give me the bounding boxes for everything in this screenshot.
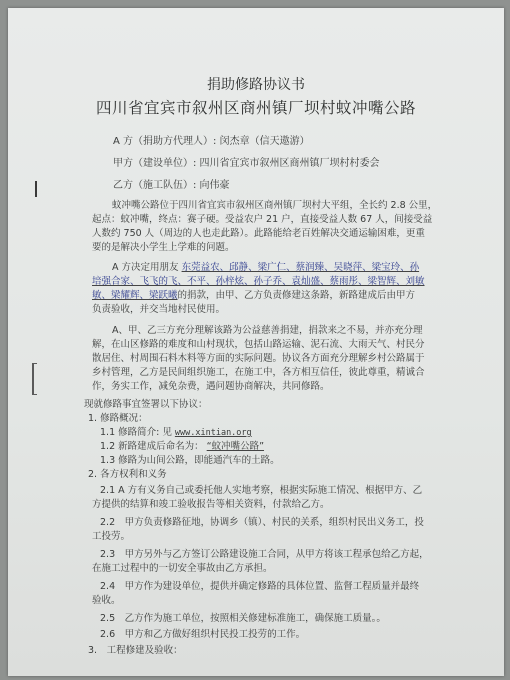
para2-line1 bbox=[112, 262, 419, 274]
clause-2-3-b: 在施工过程中的一切安全事故由乙方承担。 bbox=[92, 563, 273, 574]
para3-line5: 作，务实工作，减免杂费，遇问题协商解决，共同修路。 bbox=[92, 381, 330, 392]
clause-2-5: 2.5 乙方作为施工单位，按照相关修建标准施工，确保施工质量。。 bbox=[100, 613, 386, 624]
website-link[interactable]: www.xintian.org bbox=[174, 428, 252, 438]
clause-2-3-a: 2.3 甲方另外与乙方签订公路建设施工合同，从甲方将该工程承包给乙方起， bbox=[100, 549, 429, 560]
donor-names-3: 敏、梁耀辉、梁跃曦 bbox=[92, 290, 178, 301]
margin-bracket bbox=[32, 363, 37, 395]
para2-prefix: A 方决定用朋友 bbox=[112, 262, 179, 273]
clause-1-2-label: 1.2 新路建成后命名为： bbox=[100, 441, 204, 452]
clause-1-1 bbox=[100, 427, 252, 439]
para2-line3 bbox=[92, 290, 415, 302]
para3-line2: 解，在山区修路的难度和山村现状，包括山路运输、泥石流、大雨天气、村民分 bbox=[92, 339, 425, 350]
document-page bbox=[8, 8, 504, 676]
para1-line1: 蚊冲嘴公路位于四川省宜宾市叙州区商州镇厂坝村大平组，全长约 2.8 公里， bbox=[112, 200, 438, 211]
margin-mark bbox=[35, 181, 37, 197]
clause-1-2 bbox=[100, 441, 264, 453]
clause-2-4-a: 2.4 甲方作为建设单位，提供并确定修路的具体位置、监督工程质量并最终 bbox=[100, 581, 420, 592]
para2-line4: 负责验收，并交当地村民使用。 bbox=[92, 304, 226, 315]
clause-2-2-a: 2.2 甲方负责修路征地，协调乡（镇）、村民的关系，组织村民出义务工，投 bbox=[100, 517, 424, 528]
section-3-heading: 3. 工程修建及验收： bbox=[88, 645, 183, 656]
road-name: “蚊冲嘴公路” bbox=[206, 441, 265, 452]
donor-names-2: 培强合家、飞飞的飞、不平、孙梓炫、孙子乔、袁灿盛、蔡雨彤、梁智辉、刘敏 bbox=[92, 276, 425, 287]
para2-suffix: 的捐款，由甲、乙方负责修建这条路，新路建成后由甲方 bbox=[177, 290, 416, 301]
document-title: 捐助修路协议书 bbox=[207, 77, 305, 93]
document-subtitle: 四川省宜宾市叙州区商州镇厂坝村蚊冲嘴公路 bbox=[95, 99, 416, 117]
para3-line3: 散居住、村周围石料木料等方面的实际问题。协议各方面充分理解乡村公路属于 bbox=[92, 353, 425, 364]
party-a: A 方（捐助方代理人）: 闵杰章（信天遨游） bbox=[113, 136, 310, 147]
clause-2-2-b: 工投劳。 bbox=[92, 531, 131, 542]
clause-1-3: 1.3 修路为山间公路，即能通汽车的土路。 bbox=[100, 455, 280, 466]
clause-1-1-label: 1.1 修路简介: 见 bbox=[100, 427, 172, 438]
section-1-heading: 1. 修路概况： bbox=[88, 413, 148, 424]
clause-2-6: 2.6 甲方和乙方做好组织村民投工投劳的工作。 bbox=[100, 629, 306, 640]
para3-line4: 乡村管理，乙方是民间组织施工，在施工中，各方相互信任，彼此尊重，精诚合 bbox=[92, 367, 425, 378]
donor-names-1: 东莞益农、邱静、梁广仁、蔡润臻、吴晓萍、梁宝玲、孙 bbox=[181, 262, 420, 273]
section-2-heading: 2. 各方权利和义务 bbox=[88, 469, 167, 480]
party-jia: 甲方（建设单位）: 四川省宜宾市叙州区商州镇厂坝村村委会 bbox=[113, 158, 380, 169]
para1-line3: 人数约 750 人（周边的人也走此路）。此路能给老百姓解决交通运输困难，更重 bbox=[92, 228, 425, 239]
para3-line1: A、甲、乙三方充分理解该路为公益慈善捐建，捐款来之不易，并亦充分理 bbox=[112, 325, 423, 336]
para1-line4: 要的是解决小学生上学难的问题。 bbox=[92, 242, 235, 253]
para1-line2: 起点：蚊冲嘴，终点：赛子硬。受益农户 21 户，直接受益人数 67 人，间接受益 bbox=[92, 214, 433, 225]
clause-2-1-b: 方提供的结算和竣工验收报告等相关资料，付款给乙方。 bbox=[92, 499, 330, 510]
agreement-intro: 现就修路事宜签署以下协议： bbox=[84, 399, 208, 410]
para2-line2 bbox=[92, 276, 425, 288]
clause-2-1-a: 2.1 A 方有义务自己或委托他人实地考察，根据实际施工情况、根据甲方、乙 bbox=[100, 485, 423, 496]
clause-2-4-b: 验收。 bbox=[92, 595, 121, 606]
party-yi: 乙方（施工队伍）: 向伟豪 bbox=[113, 180, 230, 191]
